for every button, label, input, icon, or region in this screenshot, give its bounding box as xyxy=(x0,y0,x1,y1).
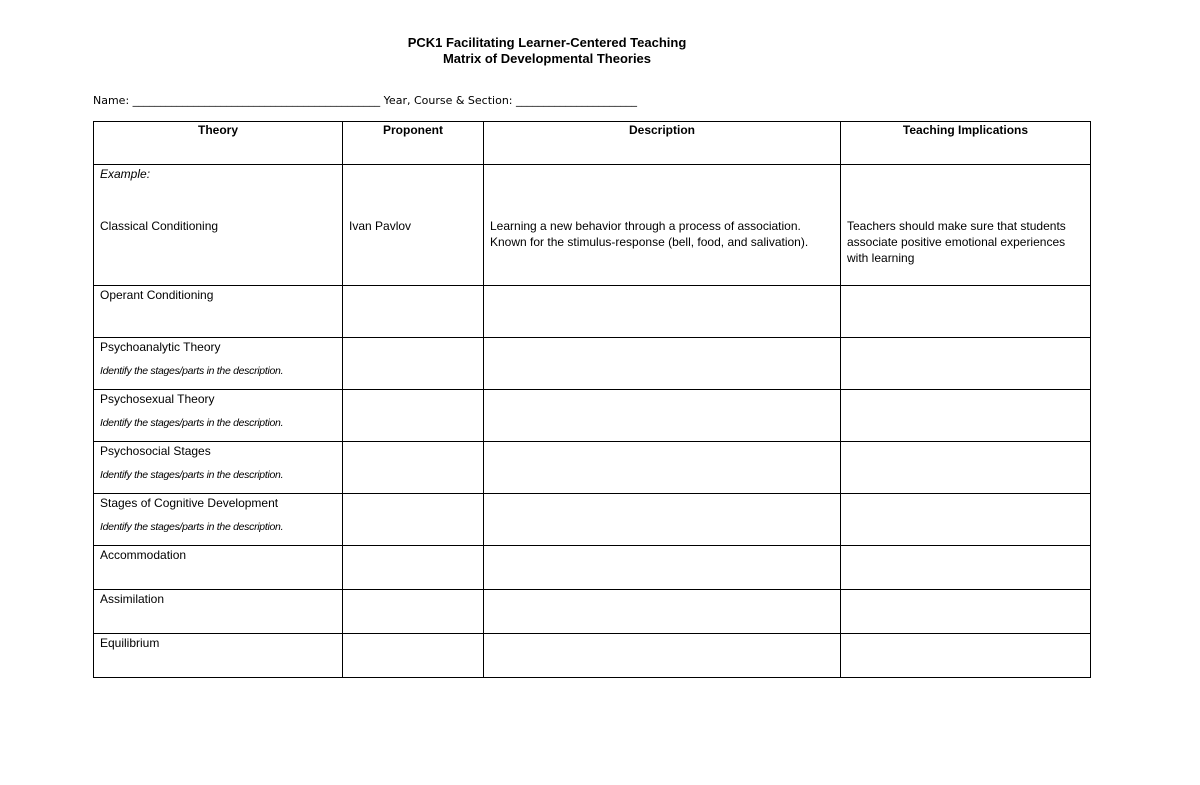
proponent-cell[interactable] xyxy=(343,390,484,442)
example-proponent-cell xyxy=(343,165,484,286)
theory-note: Identify the stages/parts in the description. xyxy=(100,469,284,481)
theory-cell[interactable] xyxy=(94,494,343,546)
implications-cell[interactable] xyxy=(841,286,1091,338)
developmental-theories-matrix xyxy=(93,121,1091,678)
proponent-cell[interactable] xyxy=(343,442,484,494)
description-cell[interactable] xyxy=(484,634,841,678)
year-course-section-blank: ______________________ xyxy=(516,94,638,107)
implications-cell[interactable] xyxy=(841,442,1091,494)
theory-cell[interactable] xyxy=(94,286,343,338)
theory-label: Psychoanalytic Theory xyxy=(100,340,221,354)
table-row xyxy=(94,494,1091,546)
table-header-row xyxy=(94,122,1091,165)
document-title: PCK1 Facilitating Learner-Centered Teaching xyxy=(407,35,687,50)
implications-cell[interactable] xyxy=(841,338,1091,390)
example-label: Example: xyxy=(100,167,151,181)
table-row xyxy=(94,590,1091,634)
table-row xyxy=(94,286,1091,338)
example-theory: Classical Conditioning xyxy=(100,219,219,233)
column-header-description: Description xyxy=(484,122,841,165)
theory-cell[interactable] xyxy=(94,590,343,634)
name-label: Name: xyxy=(93,94,130,107)
description-cell[interactable] xyxy=(484,442,841,494)
table-row xyxy=(94,390,1091,442)
theory-label: Psychosocial Stages xyxy=(100,444,211,458)
example-implications: Teachers should make sure that students associate positive emotional experiences with learning xyxy=(847,219,1066,265)
description-cell[interactable] xyxy=(484,286,841,338)
document-subtitle: Matrix of Developmental Theories xyxy=(442,51,652,66)
theory-cell[interactable] xyxy=(94,338,343,390)
theory-note: Identify the stages/parts in the description. xyxy=(100,365,284,377)
description-cell[interactable] xyxy=(484,390,841,442)
column-header-proponent: Proponent xyxy=(343,122,484,165)
name-section-line xyxy=(93,94,637,107)
theory-label: Accommodation xyxy=(100,548,187,562)
table-row xyxy=(94,546,1091,590)
example-implications-cell xyxy=(841,165,1091,286)
example-description: Learning a new behavior through a process of association. Known for the stimulus-response (bell, food, and salivation). xyxy=(490,219,809,249)
theory-label: Psychosexual Theory xyxy=(100,392,215,406)
implications-cell[interactable] xyxy=(841,546,1091,590)
example-theory-cell xyxy=(94,165,343,286)
example-description-cell xyxy=(484,165,841,286)
theory-note: Identify the stages/parts in the description. xyxy=(100,417,284,429)
column-header-theory: Theory xyxy=(94,122,343,165)
theory-cell[interactable] xyxy=(94,546,343,590)
proponent-cell[interactable] xyxy=(343,494,484,546)
proponent-cell[interactable] xyxy=(343,546,484,590)
description-cell[interactable] xyxy=(484,494,841,546)
proponent-cell[interactable] xyxy=(343,590,484,634)
theory-note: Identify the stages/parts in the description. xyxy=(100,521,284,533)
theory-label: Operant Conditioning xyxy=(100,288,214,302)
table-row xyxy=(94,338,1091,390)
theory-label: Equilibrium xyxy=(100,636,160,650)
theory-cell[interactable] xyxy=(94,442,343,494)
description-cell[interactable] xyxy=(484,338,841,390)
year-course-section-label: Year, Course & Section: xyxy=(383,94,513,107)
name-blank: _____________________________________________ xyxy=(132,94,381,107)
implications-cell[interactable] xyxy=(841,390,1091,442)
proponent-cell[interactable] xyxy=(343,286,484,338)
table-row xyxy=(94,442,1091,494)
column-header-teaching-implications: Teaching Implications xyxy=(841,122,1091,165)
proponent-cell[interactable] xyxy=(343,634,484,678)
theory-label: Stages of Cognitive Development xyxy=(100,496,279,510)
proponent-cell[interactable] xyxy=(343,338,484,390)
document-title-block xyxy=(0,35,1094,67)
theory-label: Assimilation xyxy=(100,592,165,606)
implications-cell[interactable] xyxy=(841,494,1091,546)
example-row xyxy=(94,165,1091,286)
description-cell[interactable] xyxy=(484,546,841,590)
implications-cell[interactable] xyxy=(841,590,1091,634)
table-row xyxy=(94,634,1091,678)
theory-cell[interactable] xyxy=(94,390,343,442)
example-proponent: Ivan Pavlov xyxy=(349,219,412,233)
implications-cell[interactable] xyxy=(841,634,1091,678)
description-cell[interactable] xyxy=(484,590,841,634)
theory-cell[interactable] xyxy=(94,634,343,678)
